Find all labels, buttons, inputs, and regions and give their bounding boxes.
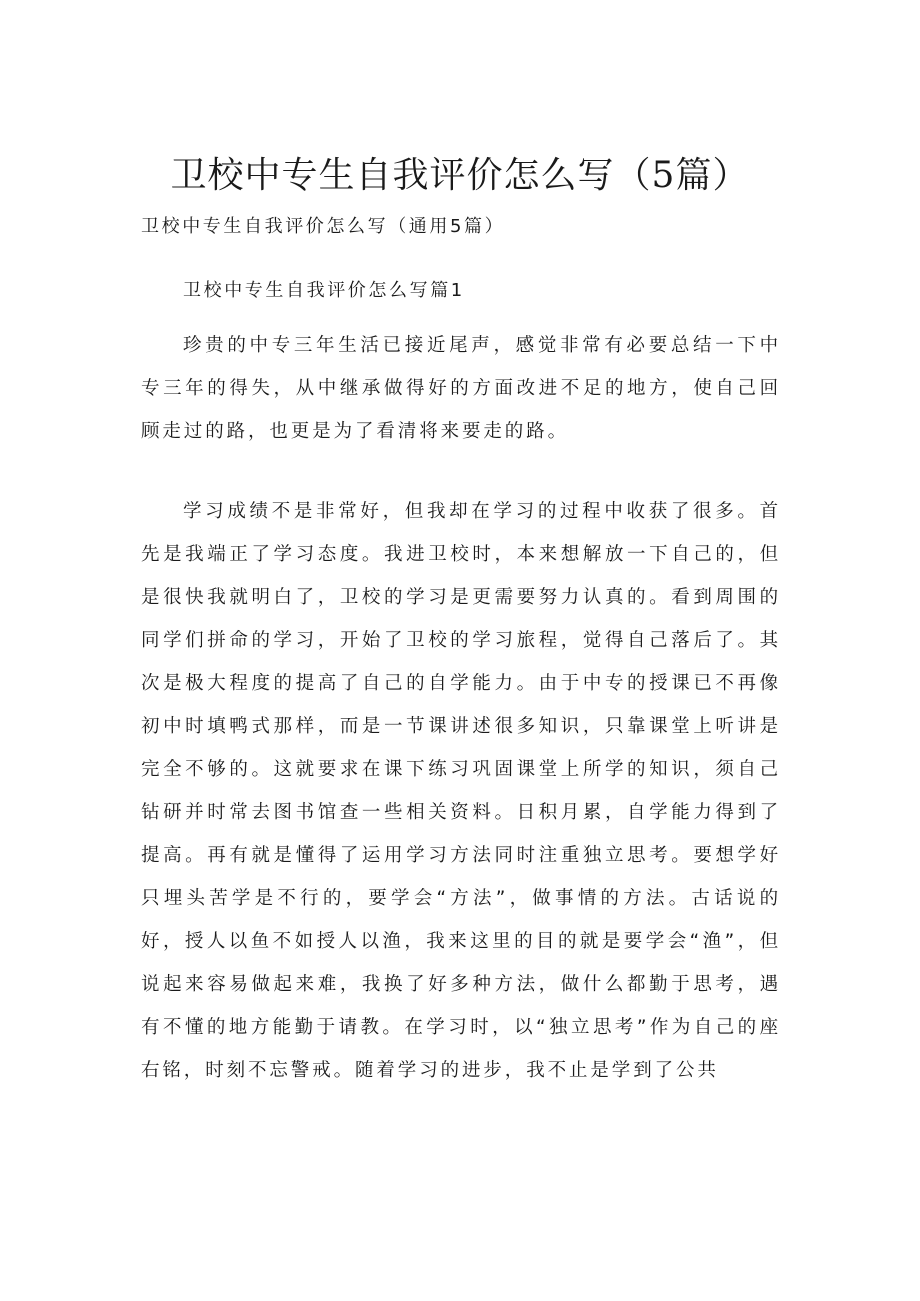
document-title: 卫校中专生自我评价怎么写（5篇） [170, 155, 750, 196]
body-paragraph-1: 珍贵的中专三年生活已接近尾声，感觉非常有必要总结一下中专三年的得失，从中继承做得好的方面改进不足的地方，使自己回顾走过的路，也更是为了看清将来要走的路。 [141, 335, 781, 442]
section-heading: 卫校中专生自我评价怎么写篇1 [183, 280, 465, 301]
body-paragraph-2: 学习成绩不是非常好，但我却在学习的过程中收获了很多。首先是我端正了学习态度。我进卫校时，本来想解放一下自己的，但是很快我就明白了，卫校的学习是更需要努力认真的。看到周围的同学们拼命的学习，开始了卫校的学习旅程，觉得自己落后了。其次是极大程度的提高了自己的自学能力。由于中专的授课已不再像初中时填鸭式那样，而是一节课讲述很多知识，只靠课堂上听讲是完全不够的。这就要求在课下练习巩固课堂上所学的知识，须自己钻研并时常去图书馆查一些相关资料。日积月累，自学能力得到了提高。再有就是懂得了运用学习方法同时注重独立思考。要想学好只埋头苦学是不行的，要学会“方法”，做事情的方法。古话说的好，授人以鱼不如授人以渔，我来这里的目的就是要学会“渔”，但说起来容易做起来难，我换了好多种方法，做什么都勤于思考，遇有不懂的地方能勤于请教。在学习时，以“独立思考”作为自己的座右铭，时刻不忘警戒。随着学习的进步，我不止是学到了公共 [141, 501, 781, 1081]
document-subtitle: 卫校中专生自我评价怎么写（通用5篇） [141, 216, 506, 237]
